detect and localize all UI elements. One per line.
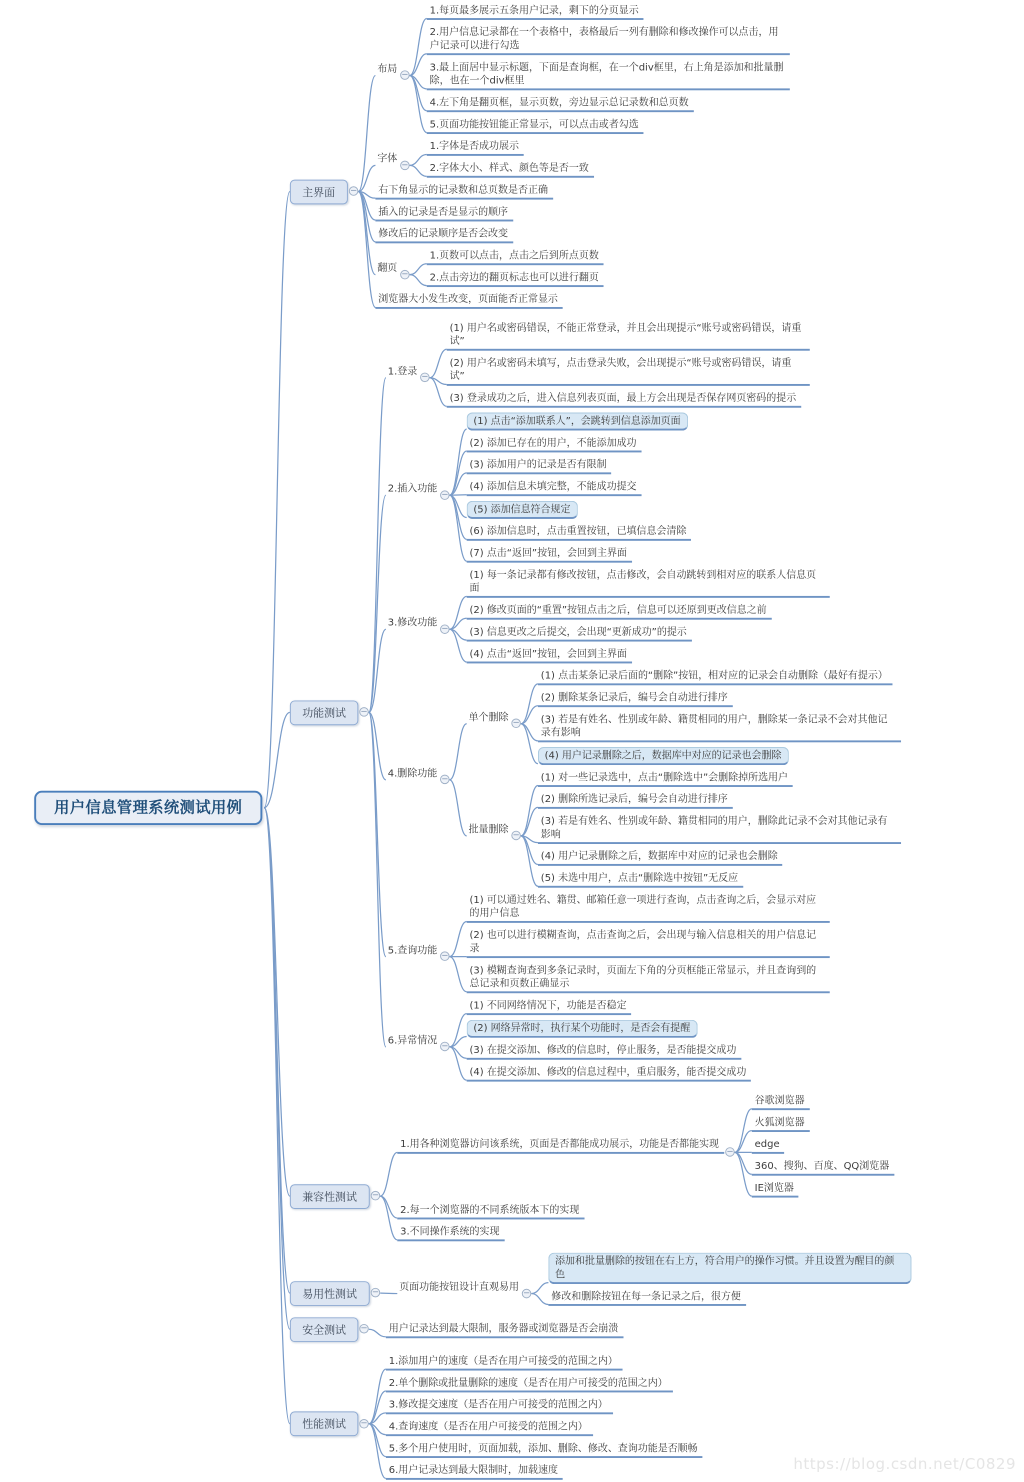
connector-line <box>410 154 427 165</box>
leaf-topic[interactable]: 3.最上面居中显示标题，下面是查询框，在一个div框里，右上角是添加和批量删除，也在一个div框里 <box>427 59 790 89</box>
leaf-topic[interactable]: 2.每一个浏览器的不同系统版本下的实现 <box>397 1202 584 1219</box>
leaf-topic[interactable]: (1) 用户名或密码错误，不能正常登录，并且会出现提示“账号或密码错误，请重试” <box>447 320 810 350</box>
collapse-minus-icon[interactable]: − <box>400 70 410 80</box>
connector-line <box>521 807 538 836</box>
leaf-topic[interactable]: (3) 信息更改之后提交，会出现“更新成功”的提示 <box>467 624 692 641</box>
sub-topic[interactable]: 5.查询功能 <box>386 942 439 957</box>
leaf-topic[interactable]: (4) 用户记录删除之后，数据库中对应的记录也会删除 <box>538 848 782 865</box>
branch-topic[interactable]: 兼容性测试 <box>290 1184 369 1209</box>
branch-topic[interactable]: 性能测试 <box>290 1411 358 1436</box>
connector-line <box>264 808 290 1330</box>
leaf-topic[interactable]: 1.添加用户的速度（是否在用户可接受的范围之内） <box>386 1353 623 1370</box>
connector-line <box>450 451 467 495</box>
leaf-topic[interactable]: IE浏览器 <box>752 1180 799 1197</box>
leaf-topic[interactable]: 1.页数可以点击，点击之后到所点页数 <box>427 248 604 265</box>
leaf-topic[interactable]: 添加和批量删除的按钮在右上方，符合用户的操作习惯。并且设置为醒目的颜色 <box>548 1252 911 1283</box>
connector-line <box>369 1329 386 1337</box>
collapse-minus-icon[interactable]: − <box>359 707 369 717</box>
leaf-topic[interactable]: (1) 每一条记录都有修改按钮，点击修改，会自动跳转到相对应的联系人信息页面 <box>467 567 830 597</box>
connector-line <box>450 1014 467 1047</box>
collapse-minus-icon[interactable]: − <box>440 775 450 785</box>
leaf-topic[interactable]: 5.多个用户使用时，页面加载，添加、删除、修改、查询功能是否顺畅 <box>386 1440 703 1457</box>
leaf-topic[interactable]: 6.用户记录达到最大限制时，加载速度 <box>386 1462 563 1479</box>
leaf-topic[interactable]: 用户记录达到最大限制，服务器或浏览器是否会崩溃 <box>386 1321 623 1338</box>
connector-line <box>531 1294 548 1305</box>
connector-line <box>450 780 467 836</box>
branch-topic[interactable]: 主界面 <box>290 179 348 204</box>
connector-line <box>369 1369 386 1424</box>
connector-line <box>450 629 467 640</box>
leaf-topic[interactable]: 4.查询速度（是否在用户可接受的范围之内） <box>386 1419 593 1436</box>
sub-topic[interactable]: 布局 <box>375 61 399 76</box>
connector-line <box>735 1131 752 1153</box>
connector-line <box>358 192 375 308</box>
connector-line <box>450 495 467 539</box>
connector-line <box>369 712 386 1047</box>
collapse-minus-icon[interactable]: − <box>359 1324 369 1334</box>
leaf-topic[interactable]: (4) 点击“返回”按钮，会回到主界面 <box>467 646 632 663</box>
leaf-topic[interactable]: (3) 登录成功之后，进入信息列表页面，最上方会出现是否保存网页密码的提示 <box>447 390 801 407</box>
collapse-minus-icon[interactable]: − <box>440 490 450 500</box>
connector-line <box>358 192 375 275</box>
connector-line <box>450 596 467 629</box>
connector-line <box>450 1047 467 1080</box>
collapse-minus-icon[interactable]: − <box>359 1419 369 1429</box>
collapse-minus-icon[interactable]: − <box>400 160 410 170</box>
leaf-topic[interactable]: 1.每页最多展示五条用户记录，剩下的分页显示 <box>427 2 644 19</box>
leaf-topic[interactable]: 3.不同操作系统的实现 <box>397 1224 504 1241</box>
connector-line <box>735 1152 752 1174</box>
connector-line <box>369 495 386 712</box>
leaf-topic[interactable]: 修改后的记录顺序是否会改变 <box>375 226 512 243</box>
connector-line <box>410 19 427 76</box>
root-topic[interactable]: 用户信息管理系统测试用例 <box>34 791 262 825</box>
leaf-topic[interactable]: (2) 删除所选记录后，编号会自动进行排序 <box>538 791 733 808</box>
collapse-minus-icon[interactable]: − <box>440 1042 450 1052</box>
leaf-topic[interactable]: 修改和删除按钮在每一条记录之后，很方便 <box>548 1288 745 1305</box>
connector-line <box>410 275 427 286</box>
leaf-topic[interactable]: (6) 添加信息时，点击重置按钮，已填信息会清除 <box>467 523 692 540</box>
connector-line <box>410 76 427 89</box>
connector-line <box>358 192 375 242</box>
sub-topic[interactable]: 翻页 <box>375 260 399 275</box>
leaf-topic[interactable]: 2.用户信息记录都在一个表格中，表格最后一列有删除和修改操作可以点击，用户记录可以进行勾选 <box>427 24 790 54</box>
connector-line <box>450 618 467 629</box>
connector-line <box>531 1283 548 1294</box>
connector-line <box>264 808 290 1196</box>
leaf-topic[interactable]: (2) 修改页面的“重置”按钮点击之后，信息可以还原到更改信息之前 <box>467 602 772 619</box>
connector-line <box>450 629 467 662</box>
sub-topic[interactable]: 3.修改功能 <box>386 615 439 630</box>
connector-line <box>369 1424 386 1435</box>
connector-line <box>521 724 538 741</box>
leaf-topic[interactable]: (5) 添加信息符合规定 <box>467 500 578 518</box>
sub-topic[interactable]: 批量删除 <box>467 822 511 837</box>
connector-line <box>264 192 290 808</box>
leaf-topic[interactable]: (2) 添加已存在的用户，不能添加成功 <box>467 435 642 452</box>
collapse-minus-icon[interactable]: − <box>371 1191 381 1201</box>
leaf-topic[interactable]: 2.单个删除或批量删除的速度（是否在用户可接受的范围之内） <box>386 1375 673 1392</box>
leaf-topic[interactable]: (7) 点击“返回”按钮，会回到主界面 <box>467 545 632 562</box>
branch-topic[interactable]: 安全测试 <box>290 1317 358 1342</box>
leaf-topic[interactable]: 谷歌浏览器 <box>752 1093 810 1110</box>
connector-line <box>450 957 467 992</box>
leaf-topic[interactable]: (2) 也可以进行模糊查询，点击查询之后，会出现与输入信息相关的用户信息记录 <box>467 927 830 957</box>
connector-line <box>450 473 467 495</box>
connector-line <box>380 1196 397 1240</box>
connector-line <box>410 165 427 176</box>
connector-line <box>450 495 467 517</box>
connector-line <box>450 429 467 495</box>
connector-line <box>521 786 538 836</box>
collapse-minus-icon[interactable]: − <box>349 186 359 196</box>
leaf-topic[interactable]: (3) 添加用户的记录是否有限制 <box>467 457 612 474</box>
leaf-topic[interactable]: (3) 若是有姓名、性别或年龄、籍贯相同的用户，删除某一条记录不会对其他记录有影响 <box>538 711 901 741</box>
connector-line <box>358 165 375 191</box>
leaf-topic[interactable]: 火狐浏览器 <box>752 1114 810 1131</box>
leaf-topic[interactable]: (1) 不同网络情况下，功能是否稳定 <box>467 997 632 1014</box>
collapse-minus-icon[interactable]: − <box>725 1147 735 1157</box>
leaf-topic[interactable]: (4) 在提交添加、修改的信息过程中，重启服务，能否提交成功 <box>467 1064 751 1081</box>
connector-line <box>369 712 386 956</box>
branch-topic[interactable]: 易用性测试 <box>290 1281 369 1306</box>
collapse-minus-icon[interactable]: − <box>440 951 450 961</box>
connector-line <box>410 54 427 76</box>
leaf-topic[interactable]: 1.字体是否成功展示 <box>427 138 524 155</box>
sub-topic[interactable]: 页面功能按钮设计直观易用 <box>397 1279 521 1294</box>
branch-topic[interactable]: 功能测试 <box>290 700 358 725</box>
collapse-minus-icon[interactable]: − <box>400 269 410 279</box>
connector-line <box>450 724 467 780</box>
leaf-topic[interactable]: edge <box>752 1136 785 1153</box>
sub-topic[interactable]: 6.异常情况 <box>386 1033 439 1048</box>
connector-line <box>264 808 290 1293</box>
collapse-minus-icon[interactable]: − <box>511 831 521 841</box>
connector-line <box>380 1196 397 1218</box>
connector-line <box>410 76 427 133</box>
connector-line <box>369 1413 386 1424</box>
connector-line <box>369 1424 386 1457</box>
leaf-topic[interactable]: 浏览器大小发生改变，页面能否正常显示 <box>375 291 562 308</box>
collapse-minus-icon[interactable]: − <box>511 719 521 729</box>
leaf-topic[interactable]: (3) 在提交添加、修改的信息时，停止服务，是否能提交成功 <box>467 1042 741 1059</box>
sub-topic[interactable]: 4.删除功能 <box>386 766 439 781</box>
leaf-topic[interactable]: (4) 添加信息未填完整，不能成功提交 <box>467 479 642 496</box>
connector-line <box>358 192 375 199</box>
connector-line <box>369 712 386 779</box>
csdn-watermark: https://blog.csdn.net/C0829 <box>793 1455 1016 1473</box>
leaf-topic[interactable]: (5) 未选中用户，点击“删除选中按钮”无反应 <box>538 870 743 887</box>
leaf-topic[interactable]: 1.用各种浏览器访问该系统，页面是否都能成功展示，功能是否都能实现 <box>397 1136 724 1153</box>
leaf-topic[interactable]: (4) 用户记录删除之后，数据库中对应的记录也会删除 <box>538 747 789 765</box>
connector-line <box>430 378 447 407</box>
connector-line <box>358 76 375 192</box>
leaf-topic[interactable]: 360、搜狗、百度、QQ浏览器 <box>752 1158 894 1175</box>
connector-line <box>735 1152 752 1196</box>
leaf-topic[interactable]: (2) 网络异常时，执行某个功能时，是否会有提醒 <box>467 1019 698 1037</box>
collapse-minus-icon[interactable]: − <box>522 1288 532 1298</box>
connector-line <box>521 724 538 764</box>
connector-line <box>358 192 375 221</box>
sub-topic[interactable]: 字体 <box>375 151 399 166</box>
connector-line <box>410 264 427 275</box>
connector-line <box>369 378 386 713</box>
connector-line <box>521 706 538 724</box>
leaf-topic[interactable]: (1) 点击某条记录后面的“删除”按钮，相对应的记录会自动删除（最好有提示） <box>538 668 893 685</box>
connector-line <box>521 836 538 865</box>
connector-line <box>521 836 538 843</box>
connector-line <box>450 1036 467 1046</box>
connector-line <box>735 1109 752 1153</box>
connector-line <box>369 1424 386 1479</box>
connector-line <box>430 349 447 378</box>
connector-line <box>410 76 427 111</box>
connector-line <box>369 629 386 712</box>
sub-topic[interactable]: 2.插入功能 <box>386 481 439 496</box>
leaf-topic[interactable]: (1) 点击“添加联系人”，会跳转到信息添加页面 <box>467 412 689 430</box>
collapse-minus-icon[interactable]: − <box>371 1288 381 1298</box>
leaf-topic[interactable]: (3) 若是有姓名、性别或年龄、籍贯相同的用户，删除此记录不会对其他记录有影响 <box>538 813 901 843</box>
collapse-minus-icon[interactable]: − <box>420 373 430 383</box>
sub-topic[interactable]: 1.登录 <box>386 364 419 379</box>
connector-line <box>450 1047 467 1058</box>
leaf-topic[interactable]: (3) 模糊查询查到多条记录时，页面左下角的分页框能正常显示，并且查询到的总记录和页数正确显示 <box>467 962 830 992</box>
sub-topic[interactable]: 单个删除 <box>467 710 511 725</box>
connector-line <box>521 836 538 886</box>
leaf-topic[interactable]: (2) 用户名或密码未填写，点击登录失败，会出现提示“账号或密码错误，请重试” <box>447 355 810 385</box>
connector-line <box>369 1391 386 1424</box>
connector-line <box>450 921 467 956</box>
leaf-topic[interactable]: 2.字体大小、样式、颜色等是否一致 <box>427 160 594 177</box>
leaf-topic[interactable]: 4.左下角是翻页框，显示页数，旁边显示总记录数和总页数 <box>427 95 694 112</box>
leaf-topic[interactable]: 插入的记录是否是显示的顺序 <box>375 204 512 221</box>
connector-line <box>264 808 290 1424</box>
connector-line <box>521 684 538 724</box>
leaf-topic[interactable]: 2.点击旁边的翻页标志也可以进行翻页 <box>427 269 604 286</box>
connector-line <box>380 1152 397 1196</box>
leaf-topic[interactable]: 5.页面功能按钮能正常显示，可以点击或者勾选 <box>427 116 644 133</box>
connector-line <box>450 495 467 561</box>
leaf-topic[interactable]: 右下角显示的记录数和总页数是否正确 <box>375 182 552 199</box>
leaf-topic[interactable]: 3.修改提交速度（是否在用户可接受的范围之内） <box>386 1397 613 1414</box>
leaf-topic[interactable]: (1) 对一些记录选中，点击“删除选中”会删除掉所选用户 <box>538 769 793 786</box>
connector-line <box>264 712 290 807</box>
collapse-minus-icon[interactable]: − <box>440 624 450 634</box>
connector-line <box>430 378 447 385</box>
leaf-topic[interactable]: (2) 删除某条记录后，编号会自动进行排序 <box>538 690 733 707</box>
leaf-topic[interactable]: (1) 可以通过姓名、籍贯、邮箱任意一项进行查询，点击查询之后，会显示对应的用户信息 <box>467 892 830 922</box>
